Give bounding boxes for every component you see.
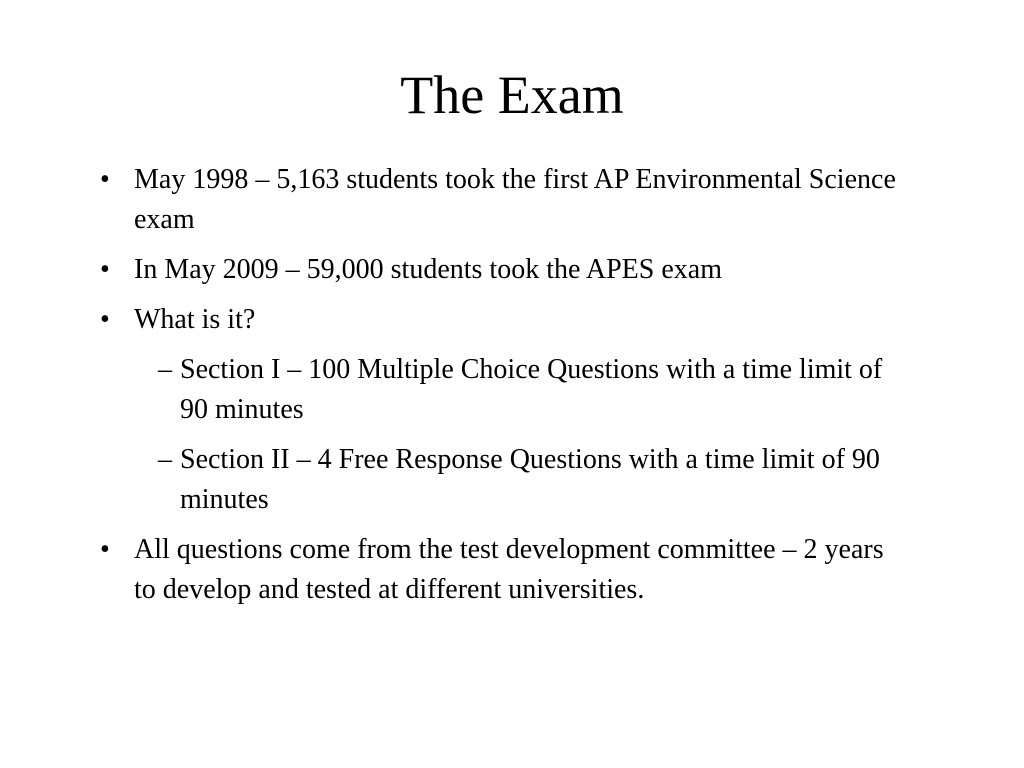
bullet-marker: • [100, 534, 110, 565]
sub-bullet-text: Section I – 100 Multiple Choice Questions with a time limit of 90 minutes [180, 354, 883, 425]
slide-title: The Exam [400, 65, 624, 125]
bullet-item [92, 300, 912, 340]
sub-bullet-text: Section II – 4 Free Response Questions with a time limit of 90 minutes [180, 444, 880, 515]
bullet-text: May 1998 – 5,163 students took the first AP Environmental Science exam [134, 164, 896, 235]
bullet-item [92, 530, 912, 610]
bullet-marker: • [100, 254, 110, 285]
bullet-marker: • [100, 304, 110, 335]
bullet-text: In May 2009 – 59,000 students took the APES exam [134, 254, 722, 285]
dash-marker: – [158, 444, 172, 475]
bullet-text: What is it? [134, 304, 256, 335]
bullet-text: All questions come from the test development committee – 2 years to develop and tested at different universities. [134, 534, 884, 605]
sub-bullet-item [136, 350, 912, 430]
bullet-list [92, 160, 912, 620]
bullet-marker: • [100, 164, 110, 195]
bullet-item [92, 160, 912, 240]
sub-bullet-item [136, 440, 912, 520]
bullet-item [92, 250, 912, 290]
dash-marker: – [158, 354, 172, 385]
